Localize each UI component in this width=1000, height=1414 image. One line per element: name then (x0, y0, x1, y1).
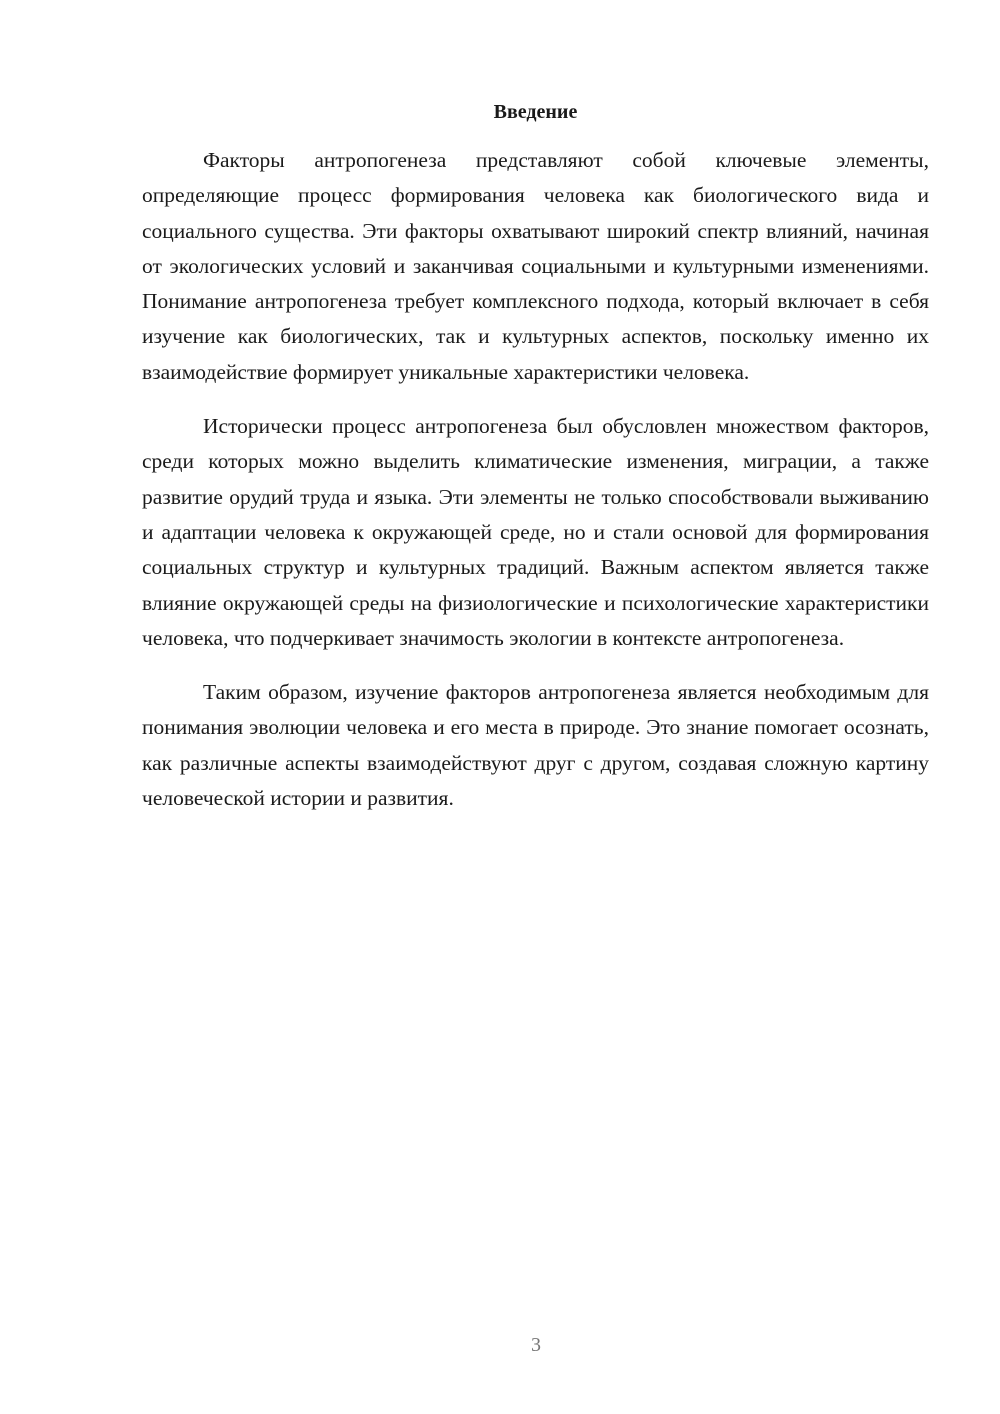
paragraph-3: Таким образом, изучение факторов антропогенеза является необходимым для понимания эволюции человека и его места в природе. Это знание помогает осознать, как различные аспекты взаимодействуют друг с другом, создавая сложную картину человеческой истории и развития. (142, 680, 929, 811)
document-body (142, 143, 929, 835)
document-title: Введение (493, 101, 578, 123)
paragraph-1: Факторы антропогенеза представляют собой ключевые элементы, определяющие процесс формирования человека как биологического вида и социального существа. Эти факторы охватывают широкий спектр влияний, начиная от экологических условий и заканчивая социальными и культурными изменениями. Понимание антропогенеза требует комплексного подхода, который включает в себя изучение как биологических, так и культурных аспектов, поскольку именно их взаимодействие формирует уникальные характеристики человека. (142, 148, 929, 384)
page-number: 3 (531, 1334, 541, 1356)
paragraph-2: Исторически процесс антропогенеза был обусловлен множеством факторов, среди которых можно выделить климатические изменения, миграции, а также развитие орудий труда и языка. Эти элементы не только способствовали выживанию и адаптации человека к окружающей среде, но и стали основой для формирования социальных структур и культурных традиций. Важным аспектом является также влияние окружающей среды на физиологические и психологические характеристики человека, что подчеркивает значимость экологии в контексте антропогенеза. (142, 414, 929, 650)
